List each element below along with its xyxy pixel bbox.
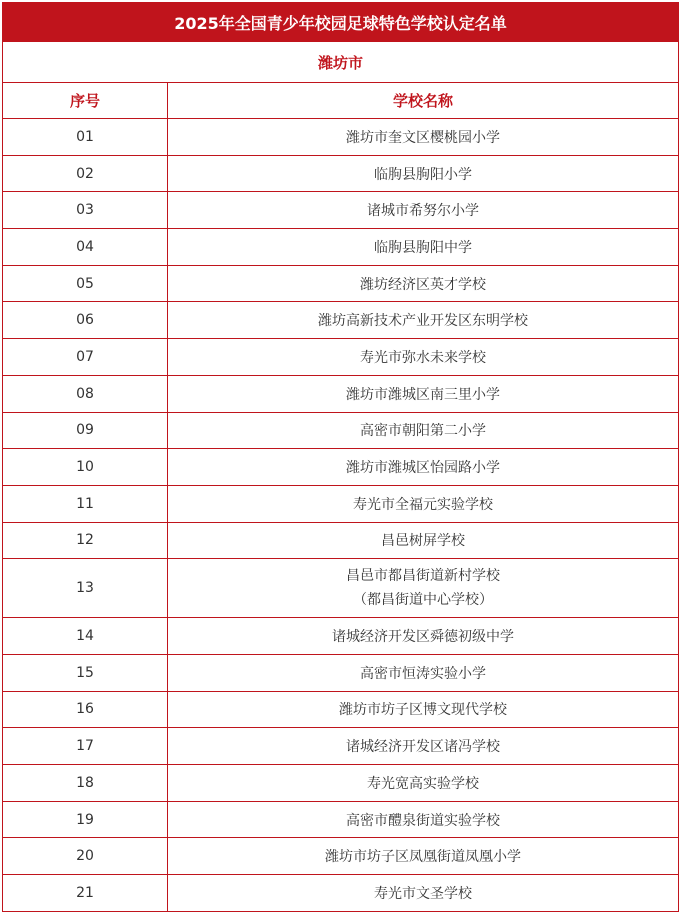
row-number: 09 (3, 412, 168, 449)
row-number: 01 (3, 119, 168, 156)
school-list-table (2, 2, 679, 912)
city-row (3, 42, 679, 83)
school-name-line: 昌邑市都昌街道新村学校 (346, 568, 500, 585)
table-row (3, 654, 679, 691)
school-name (168, 559, 679, 618)
school-name: 昌邑树屏学校 (168, 522, 679, 559)
row-number: 04 (3, 229, 168, 266)
school-name: 潍坊市潍城区怡园路小学 (168, 449, 679, 486)
school-name: 潍坊高新技术产业开发区东明学校 (168, 302, 679, 339)
table-row (3, 265, 679, 302)
row-number: 21 (3, 875, 168, 912)
table-title: 2025年全国青少年校园足球特色学校认定名单 (3, 3, 679, 42)
school-name: 寿光市弥水未来学校 (168, 339, 679, 376)
table-row (3, 339, 679, 376)
row-number: 15 (3, 654, 168, 691)
school-name-line-secondary: （都昌街道中心学校） (353, 592, 493, 609)
school-name: 临朐县朐阳中学 (168, 229, 679, 266)
table-row (3, 375, 679, 412)
row-number: 03 (3, 192, 168, 229)
city-heading: 潍坊市 (3, 42, 679, 83)
table-row (3, 412, 679, 449)
row-number: 18 (3, 765, 168, 802)
table-row (3, 485, 679, 522)
row-number: 10 (3, 449, 168, 486)
column-header-school: 学校名称 (168, 83, 679, 119)
row-number: 17 (3, 728, 168, 765)
school-name: 诸城市希努尔小学 (168, 192, 679, 229)
table-row (3, 765, 679, 802)
table-row (3, 192, 679, 229)
table-row (3, 618, 679, 655)
table-row (3, 119, 679, 156)
row-number: 13 (3, 559, 168, 618)
column-header-row (3, 83, 679, 119)
table-row (3, 559, 679, 618)
school-name: 高密市恒涛实验小学 (168, 654, 679, 691)
school-name: 寿光宽高实验学校 (168, 765, 679, 802)
row-number: 12 (3, 522, 168, 559)
school-name: 高密市朝阳第二小学 (168, 412, 679, 449)
row-number: 06 (3, 302, 168, 339)
school-name: 高密市醴泉街道实验学校 (168, 801, 679, 838)
school-name: 潍坊市潍城区南三里小学 (168, 375, 679, 412)
row-number: 14 (3, 618, 168, 655)
column-header-number: 序号 (3, 83, 168, 119)
table-row (3, 449, 679, 486)
school-name: 潍坊市奎文区樱桃园小学 (168, 119, 679, 156)
school-name: 诸城经济开发区舜德初级中学 (168, 618, 679, 655)
row-number: 11 (3, 485, 168, 522)
row-number: 16 (3, 691, 168, 728)
table-row (3, 838, 679, 875)
row-number: 08 (3, 375, 168, 412)
school-name: 潍坊经济区英才学校 (168, 265, 679, 302)
table-row (3, 302, 679, 339)
row-number: 19 (3, 801, 168, 838)
row-number: 02 (3, 155, 168, 192)
table-row (3, 522, 679, 559)
row-number: 20 (3, 838, 168, 875)
table-row (3, 801, 679, 838)
table-row (3, 691, 679, 728)
table-row (3, 155, 679, 192)
table-row (3, 875, 679, 912)
school-name: 寿光市全福元实验学校 (168, 485, 679, 522)
school-name: 临朐县朐阳小学 (168, 155, 679, 192)
row-number: 05 (3, 265, 168, 302)
school-name: 诸城经济开发区诸冯学校 (168, 728, 679, 765)
school-name: 潍坊市坊子区博文现代学校 (168, 691, 679, 728)
table-row (3, 229, 679, 266)
table-row (3, 728, 679, 765)
school-name: 潍坊市坊子区凤凰街道凤凰小学 (168, 838, 679, 875)
row-number: 07 (3, 339, 168, 376)
title-row (3, 3, 679, 42)
school-name: 寿光市文圣学校 (168, 875, 679, 912)
